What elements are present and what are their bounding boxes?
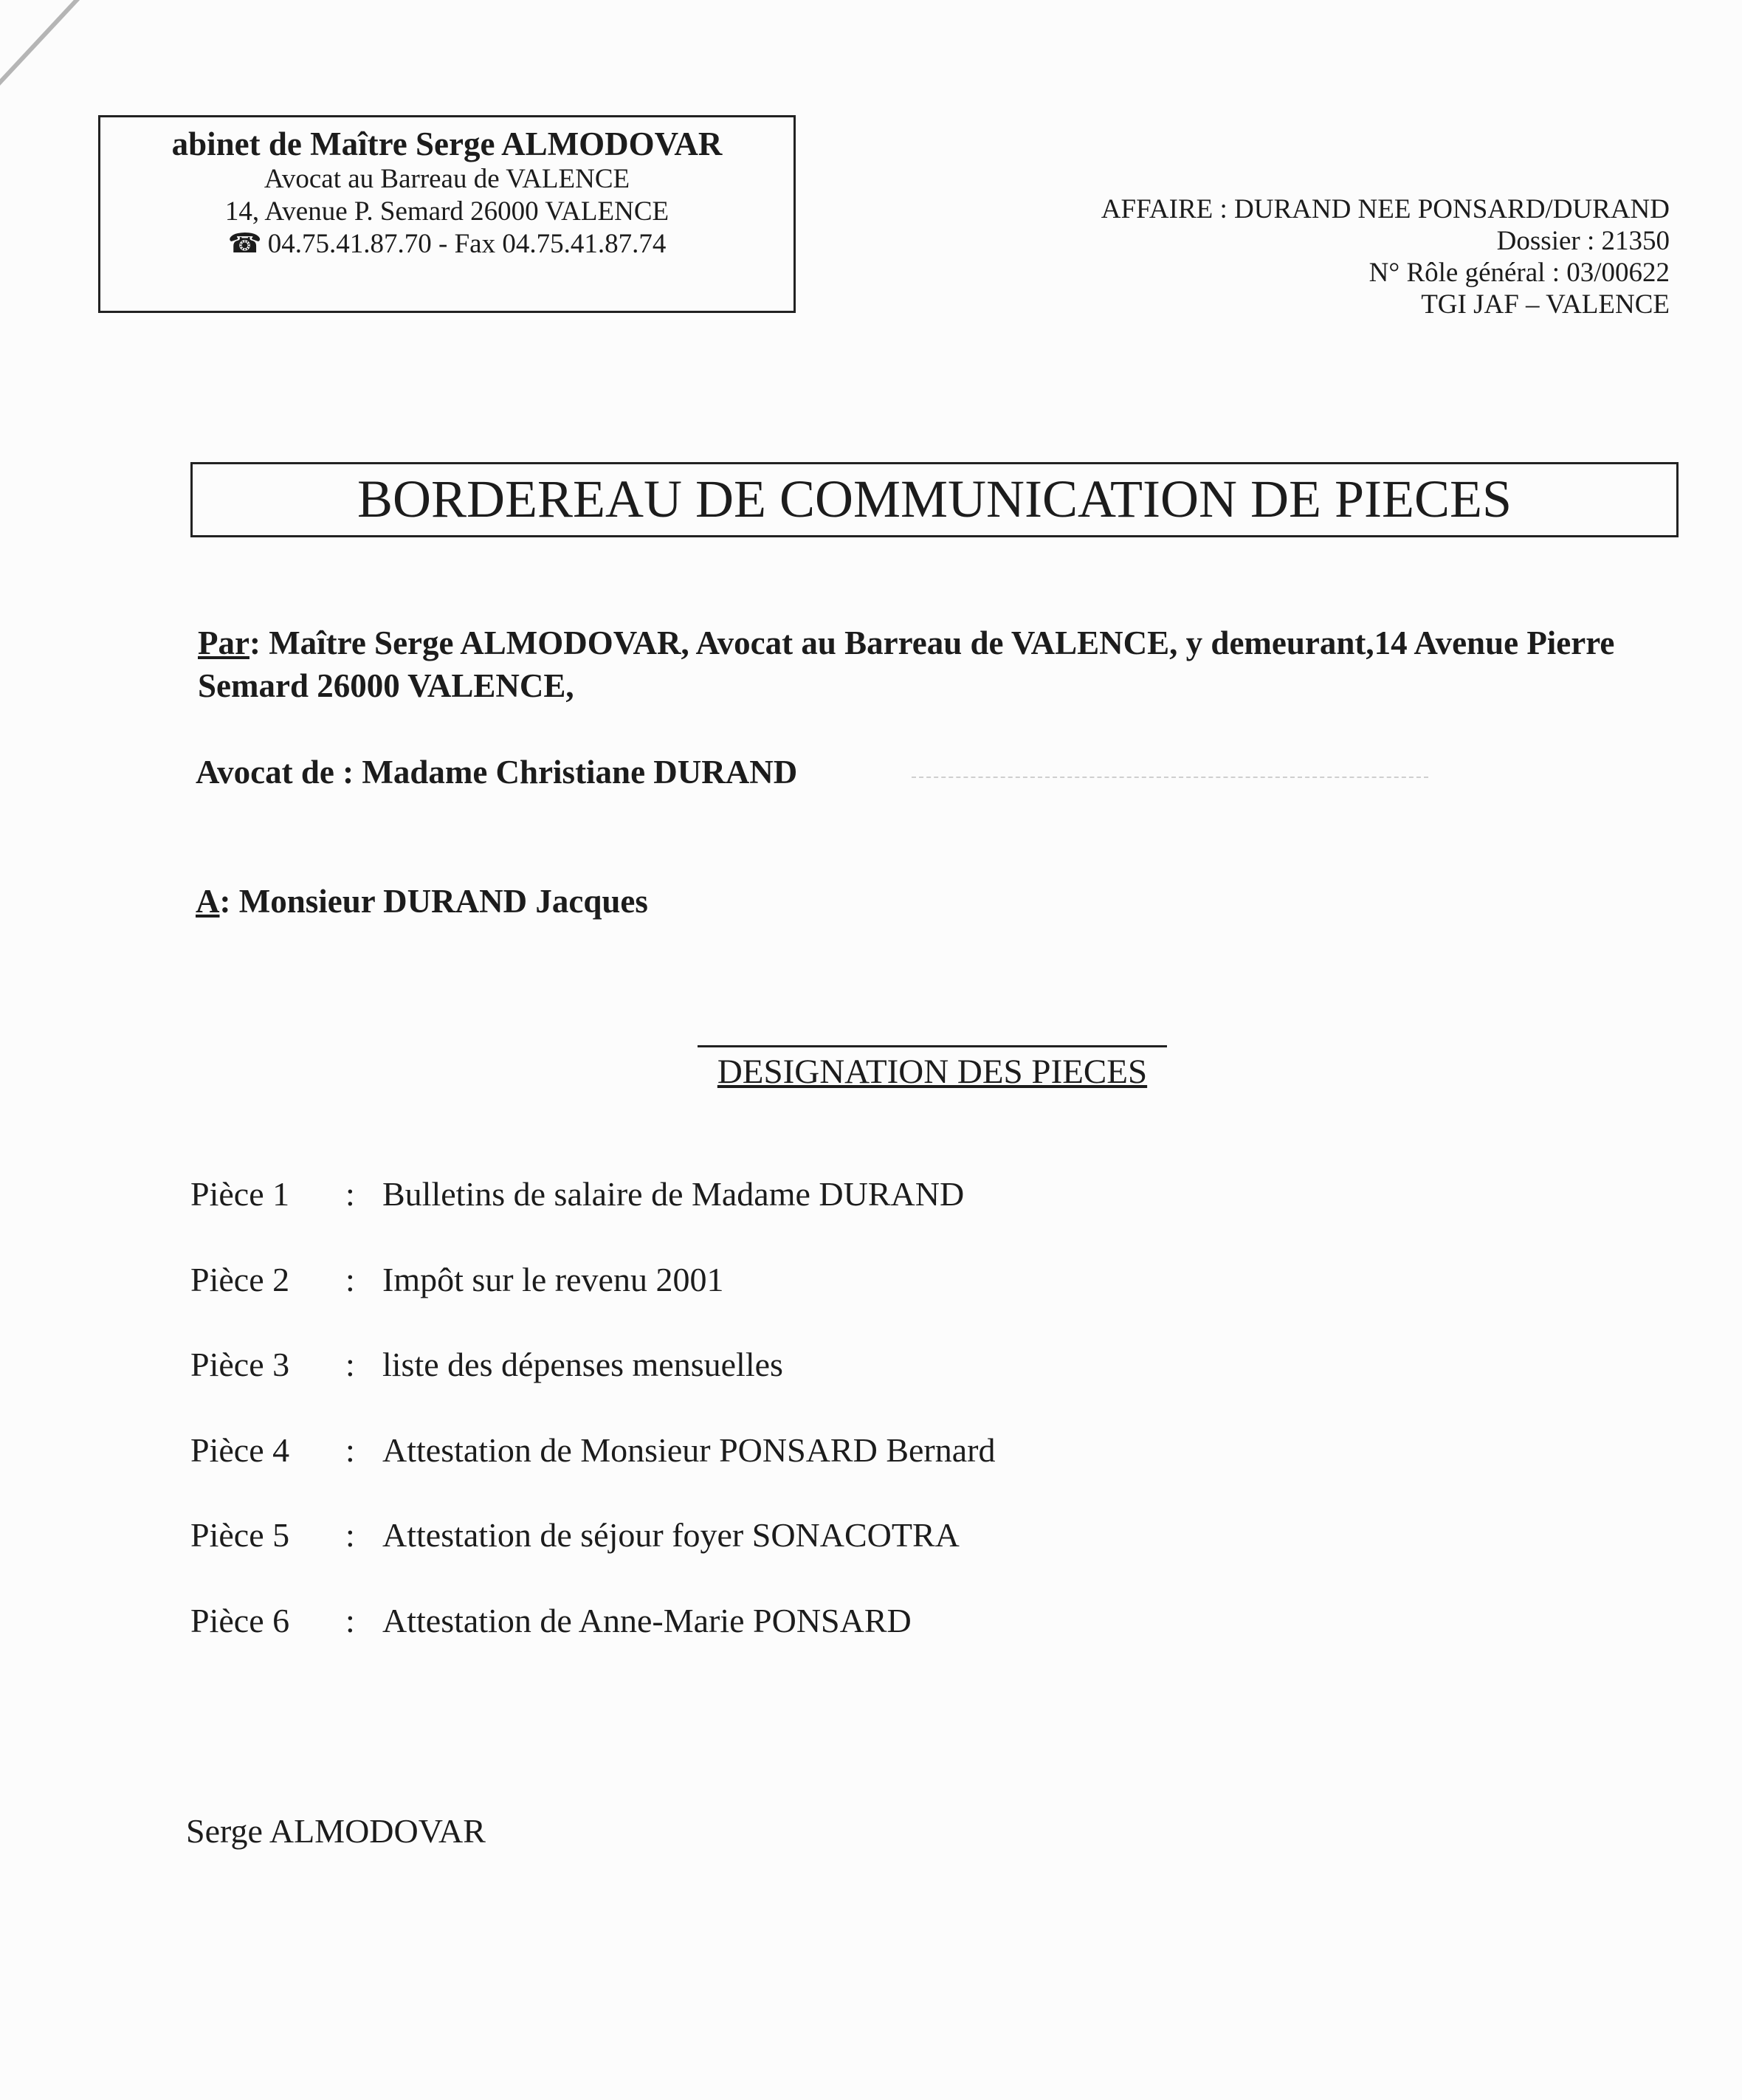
list-item: Pièce 3 : liste des dépenses mensuelles (190, 1343, 995, 1428)
pieces-list (190, 1172, 995, 1684)
list-item: Pièce 1 : Bulletins de salaire de Madame DURAND (190, 1172, 995, 1258)
piece-number: Pièce 3 (190, 1346, 290, 1383)
piece-number: Pièce 6 (190, 1601, 290, 1639)
telephone-icon: ☎ (227, 229, 262, 259)
cabinet-header-box (98, 115, 796, 313)
piece-description: Attestation de séjour foyer SONACOTRA (382, 1516, 960, 1554)
faint-dashed-line (912, 777, 1428, 778)
destinataire-label: A (196, 883, 220, 920)
piece-number: Pièce 4 (190, 1431, 290, 1469)
cabinet-phone-fax: 04.75.41.87.70 - Fax 04.75.41.87.74 (267, 229, 667, 259)
par-text: : Maître Serge ALMODOVAR, Avocat au Barreau de VALENCE, y demeurant,14 Avenue Pierre Semard 26000 VALENCE, (198, 624, 1615, 704)
piece-description: Attestation de Monsieur PONSARD Bernard (382, 1431, 996, 1469)
signature-name: Serge ALMODOVAR (186, 1812, 486, 1850)
list-item: Pièce 4 : Attestation de Monsieur PONSARD Bernard (190, 1428, 995, 1514)
cabinet-address: 14, Avenue P. Semard 26000 VALENCE (224, 196, 669, 227)
scan-artifact-line (0, 0, 216, 114)
list-item: Pièce 5 : Attestation de séjour foyer SONACOTRA (190, 1513, 995, 1599)
piece-number: Pièce 2 (190, 1260, 290, 1298)
piece-description: Impôt sur le revenu 2001 (382, 1260, 724, 1298)
cabinet-phone-line (100, 228, 793, 261)
tribunal-line: TGI JAF – VALENCE (1421, 289, 1670, 320)
case-reference-block (1101, 193, 1670, 320)
cabinet-line-barreau: Avocat au Barreau de VALENCE (264, 164, 630, 194)
affaire-line: AFFAIRE : DURAND NEE PONSARD/DURAND (1101, 194, 1670, 224)
document-title: BORDEREAU DE COMMUNICATION DE PIECES (190, 462, 1679, 537)
role-general-line: N° Rôle général : 03/00622 (1369, 258, 1670, 288)
piece-description: Attestation de Anne-Marie PONSARD (382, 1601, 912, 1639)
list-item: Pièce 6 : Attestation de Anne-Marie PONSARD (190, 1599, 995, 1684)
piece-number: Pièce 5 (190, 1516, 290, 1554)
par-label: Par (198, 624, 249, 661)
cabinet-name: abinet de Maître Serge ALMODOVAR (171, 125, 723, 162)
designation-heading-text: DESIGNATION DES PIECES (717, 1053, 1148, 1091)
list-item: Pièce 2 : Impôt sur le revenu 2001 (190, 1258, 995, 1343)
destinataire-text: : Monsieur DURAND Jacques (219, 883, 648, 920)
destinataire-line (196, 881, 648, 922)
par-paragraph (198, 622, 1645, 707)
piece-description: Bulletins de salaire de Madame DURAND (382, 1175, 965, 1213)
piece-description: liste des dépenses mensuelles (382, 1346, 783, 1383)
piece-number: Pièce 1 (190, 1175, 290, 1213)
designation-heading (698, 1045, 1167, 1093)
dossier-line: Dossier : 21350 (1496, 226, 1670, 256)
avocat-de-line: Avocat de : Madame Christiane DURAND (196, 754, 798, 791)
